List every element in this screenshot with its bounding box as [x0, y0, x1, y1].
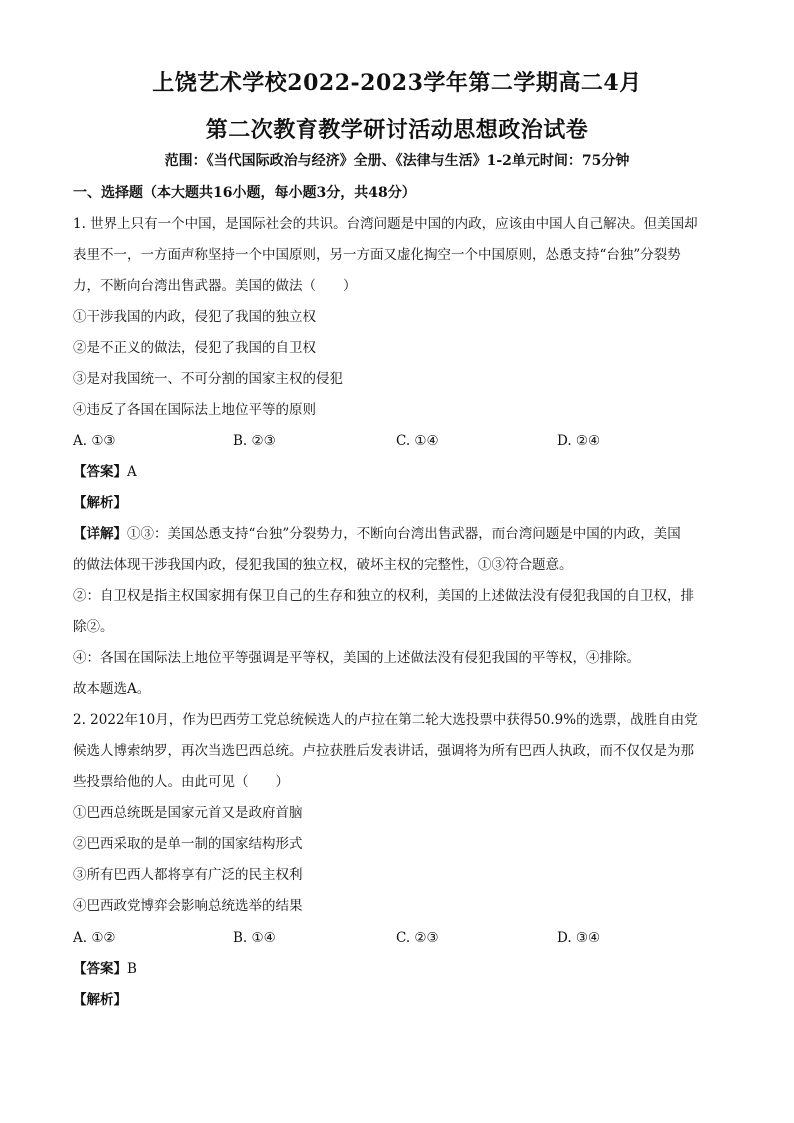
q1-detail-line: ②：自卫权是指主权国家拥有保卫自己的生存和独立的权利，美国的上述做法没有侵犯我国的自卫权，排 — [73, 588, 694, 604]
q2-stem-line: 些投票给他的人。由此可见（ ） — [73, 774, 289, 790]
q1-item: ①干涉我国的内政，侵犯了我国的独立权 — [73, 309, 316, 325]
q2-option-b: B. ①④ — [233, 930, 276, 946]
exam-scope: 范围：《当代国际政治与经济》全册、《法律与生活》1-2单元时间：75分钟 — [164, 153, 630, 169]
answer-tag: 【答案】 — [73, 961, 127, 977]
q1-stem-line: 力，不断向台湾出售武器。美国的做法（ ） — [73, 278, 357, 294]
q1-detail-line: 的做法体现干涉我国内政，侵犯我国的独立权，破坏主权的完整性，①③符合题意。 — [73, 557, 573, 573]
exam-title-line2: 第二次教育教学研讨活动思想政治试卷 — [205, 117, 589, 143]
q2-item: ①巴西总统既是国家元首又是政府首脑 — [73, 805, 303, 821]
q1-stem-line: 表里不一，一方面声称坚持一个中国原则，另一方面又虚化掏空一个中国原则，怂恿支持“台独”分裂势 — [73, 247, 681, 263]
q2-option-a: A. ①② — [73, 930, 116, 946]
q1-detail-line: 故本题选A。 — [73, 681, 151, 697]
q1-stem-line: 1. 世界上只有一个中国，是国际社会的共识。台湾问题是中国的内政，应该由中国人自己解决。但美国却 — [73, 216, 698, 232]
q2-option-c: C. ②③ — [396, 930, 439, 946]
section-heading: 一、选择题（本大题共16小题，每小题3分，共48分） — [73, 185, 416, 201]
q1-analysis — [73, 493, 723, 513]
q2-item: ④巴西政党博弈会影响总统选举的结果 — [73, 898, 303, 914]
q1-item: ②是不正义的做法，侵犯了我国的自卫权 — [73, 340, 316, 356]
answer-value: A — [127, 464, 137, 480]
q2-option-d: D. ③④ — [557, 930, 601, 946]
q1-detail-line: ④：各国在国际法上地位平等强调是平等权，美国的上述做法没有侵犯我国的平等权，④排除。 — [73, 650, 640, 666]
q1-item: ④违反了各国在国际法上地位平等的原则 — [73, 402, 316, 418]
q2-stem-line: 2. 2022年10月，作为巴西劳工党总统候选人的卢拉在第二轮大选投票中获得50.9%的选票，战胜自由党 — [73, 712, 698, 728]
q1-item: ③是对我国统一、不可分割的国家主权的侵犯 — [73, 371, 343, 387]
q1-answer — [73, 462, 723, 482]
q2-analysis — [73, 990, 723, 1010]
analysis-tag: 【解析】 — [73, 992, 127, 1008]
answer-tag: 【答案】 — [73, 464, 127, 480]
q1-detail-line — [73, 524, 723, 544]
answer-value: B — [127, 961, 137, 977]
q1-option-a: A. ①③ — [73, 433, 116, 449]
q1-detail-line: 除②。 — [73, 619, 114, 635]
q2-answer — [73, 959, 723, 979]
exam-title-line1: 上饶艺术学校2022-2023学年第二学期高二4月 — [152, 70, 642, 96]
q2-item: ②巴西采取的是单一制的国家结构形式 — [73, 836, 303, 852]
analysis-tag: 【解析】 — [73, 495, 127, 511]
detail-tag: 【详解】 — [73, 526, 127, 542]
q1-option-c: C. ①④ — [396, 433, 439, 449]
q2-item: ③所有巴西人都将享有广泛的民主权利 — [73, 867, 303, 883]
q2-stem-line: 候选人博索纳罗，再次当选巴西总统。卢拉获胜后发表讲话，强调将为所有巴西人执政，而不仅仅是为那 — [73, 743, 694, 759]
q1-option-b: B. ②③ — [233, 433, 276, 449]
detail-text: ①③：美国怂恿支持“台独”分裂势力，不断向台湾出售武器，而台湾问题是中国的内政，美国 — [127, 526, 681, 542]
q1-option-d: D. ②④ — [557, 433, 601, 449]
